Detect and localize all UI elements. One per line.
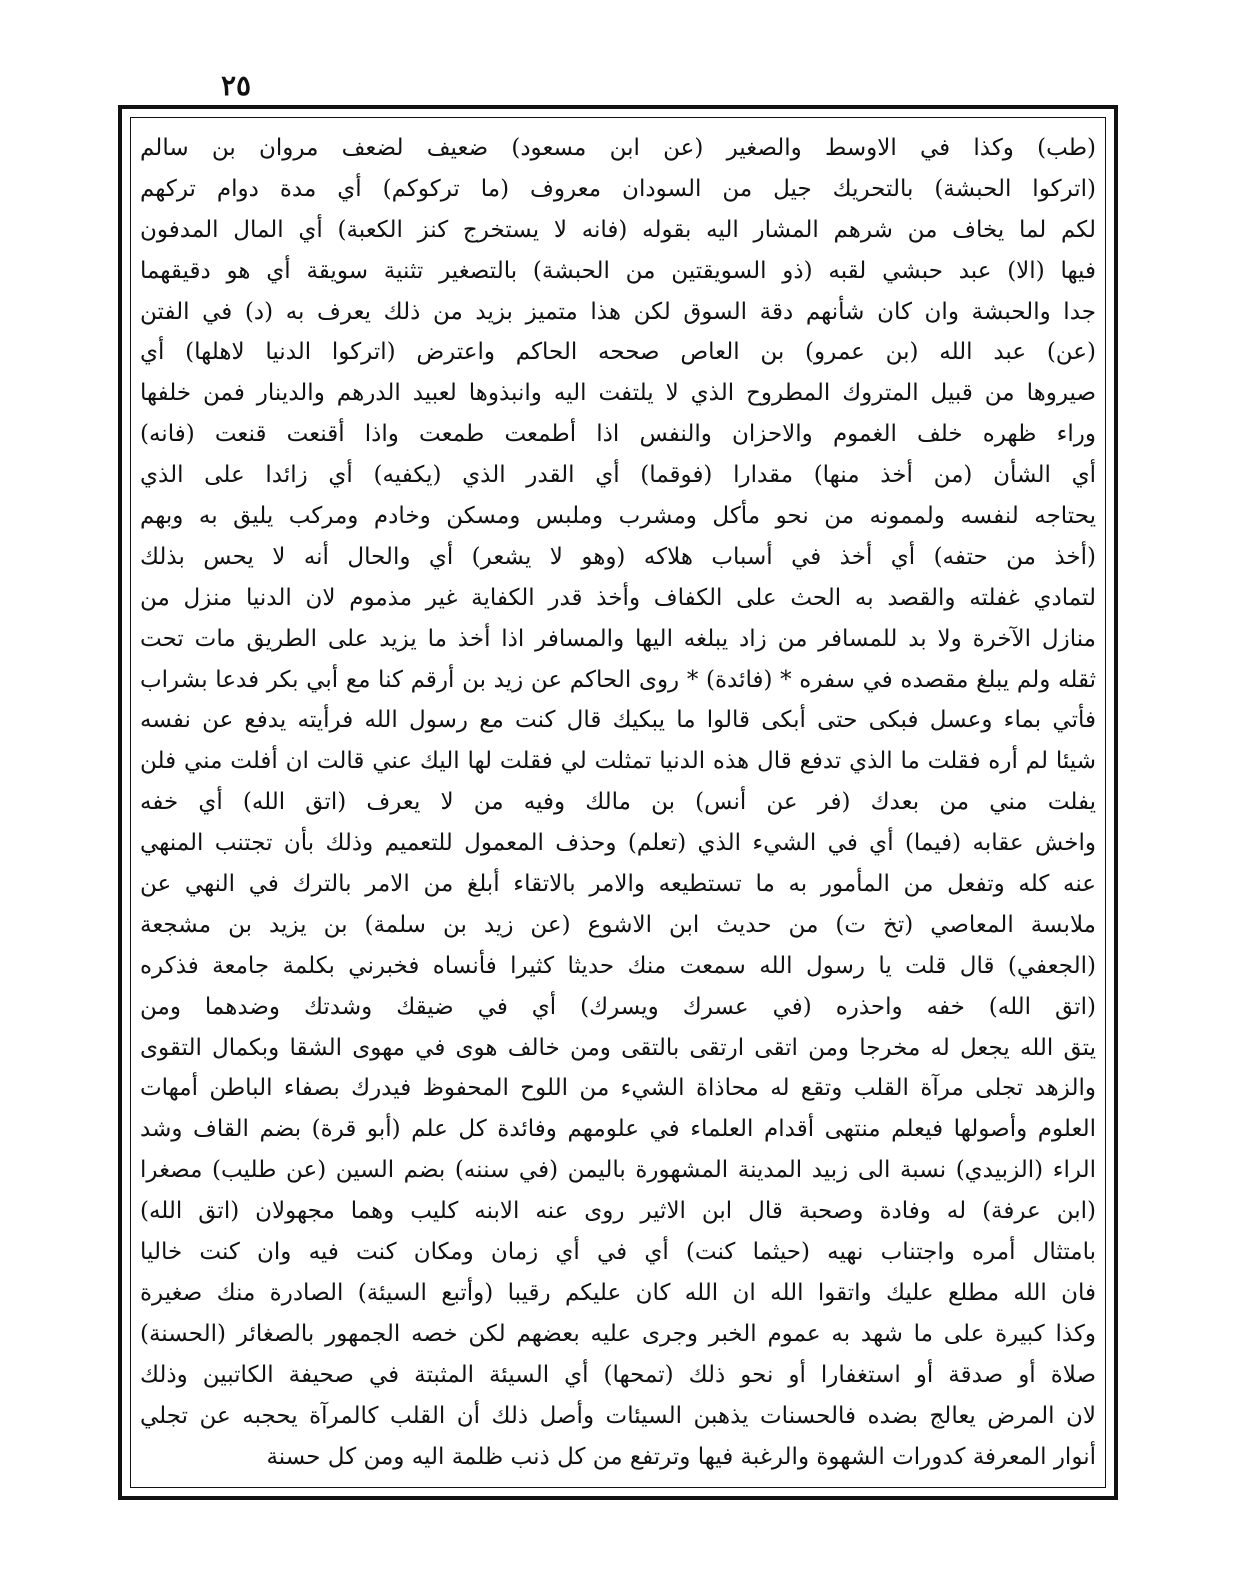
text-line: يتق الله يجعل له مخرجا ومن اتقى ارتقى بالتقى ومن خالف هوى في مهوى الشقا وبكمال التقوى — [140, 1034, 1096, 1061]
text-line: لكم لما يخاف من شرهم المشار اليه بقوله (فانه لا يستخرج كنز الكعبة) أي المال المدفون — [140, 216, 1096, 243]
text-line: واخش عقابه (فيما) أي في الشيء الذي (تعلم) وحذف المعمول للتعميم وذلك بأن تجتنب المنهي — [140, 830, 1096, 857]
text-line: صيروها من قبيل المتروك المطروح الذي لا يلتفت اليه وانبذوها لعبيد الدرهم والدينار فمن خلفها — [140, 380, 1096, 407]
text-line: وراء ظهره خلف الغموم والاحزان والنفس اذا أطمعت طمعت واذا أقنعت قنعت (فانه) — [140, 421, 1096, 448]
text-line: ثقله ولم يبلغ مقصده في سفره * (فائدة) * روى الحاكم عن زيد بن أرقم كنا مع أبي بكر فدعا بشراب — [140, 666, 1096, 693]
text-line: عنه كله وتفعل من المأمور به ما تستطيعه والامر بالاتقاء أبلغ من الامر بالترك في النهي عن — [140, 871, 1096, 898]
text-line: والزهد تجلى مرآة القلب وتقع له محاذاة الشيء من اللوح المحفوظ فيدرك بصفاء الباطن أمهات — [140, 1075, 1096, 1102]
text-line: يفلت مني من بعدك (فر عن أنس) بن مالك وفيه من لا يعرف (اتق الله) أي خفه — [140, 789, 1096, 816]
text-line: فيها (الا) عبد حبشي لقبه (ذو السويقتين من الحبشة) بالتصغير تثنية سويقة أي هو دقيقهما — [140, 257, 1096, 284]
text-line: لتمادي غفلته والقصد به الحث على الكفاف وأخذ قدر الكفاية غير مذموم لان الدنيا منزل من — [140, 584, 1096, 611]
text-line: العلوم وأصولها فيعلم منتهى أقدام العلماء في علومهم وفائدة كل علم (أبو قرة) بضم القاف وشد — [140, 1116, 1096, 1143]
text-line: (عن) عبد الله (بن عمرو) بن العاص صححه الحاكم واعترض (اتركوا الدنيا لاهلها) أي — [140, 339, 1096, 366]
text-line: صلاة أو صدقة أو استغفارا أو نحو ذلك (تمحها) أي السيئة المثبتة في صحيفة الكاتبين وذلك — [140, 1361, 1096, 1388]
text-line: أي الشأن (من أخذ منها) مقدارا (فوقما) أي القدر الذي (يكفيه) أي زائدا على الذي — [140, 462, 1096, 489]
text-line: (الجعفي) قال قلت يا رسول الله سمعت منك حديثا كثيرا فأنساه فخبرني بكلمة جامعة فذكره — [140, 952, 1096, 979]
text-line: شيئا لم أره فقلت ما الذي تدفع قال هذه الدنيا تمثلت لي فقلت لها اليك عني قالت ان أفلت مني فلن — [140, 748, 1096, 775]
text-line: يحتاجه لنفسه ولممونه من نحو مأكل ومشرب وملبس ومسكن وخادم ومركب يليق به وبهم — [140, 503, 1096, 530]
text-line: أنوار المعرفة كدورات الشهوة والرغبة فيها وترتفع من كل ذنب ظلمة اليه ومن كل حسنة — [266, 1443, 1096, 1470]
text-line: فان الله مطلع عليك واتقوا الله ان الله كان عليكم رقيبا (وأتبع السيئة) الصادرة منك صغيرة — [140, 1279, 1096, 1306]
text-line: ملابسة المعاصي (تخ ت) من حديث ابن الاشوع (عن زيد بن سلمة) بن يزيد بن مشجعة — [140, 911, 1096, 938]
text-line: (أخذ من حتفه) أي أخذ في أسباب هلاكه (وهو لا يشعر) أي والحال أنه لا يحس بذلك — [140, 543, 1096, 570]
page-number: ٢٥ — [220, 69, 252, 102]
text-line: جدا والحبشة وان كان شأنهم دقة السوق لكن هذا متميز بزيد من ذلك يعرف به (د) في الفتن — [140, 298, 1096, 325]
text-line: (ابن عرفة) له وفادة وصحبة قال ابن الاثير روى عنه الابنه كليب وهما مجهولان (اتق الله) — [140, 1198, 1096, 1225]
text-line: وكذا كبيرة على ما شهد به عموم الخبر وجرى عليه بعضهم لكن خصه الجمهور بالصغائر (الحسنة) — [140, 1320, 1096, 1347]
main-text-block — [140, 128, 1096, 1478]
text-line: (طب) وكذا في الاوسط والصغير (عن ابن مسعود) ضعيف لضعف مروان بن سالم — [140, 135, 1096, 161]
text-line: الراء (الزبيدي) نسبة الى زبيد المدينة المشهورة باليمن (في سننه) بضم السين (عن طليب) مصغرا — [140, 1157, 1096, 1184]
text-line: (اتركوا الحبشة) بالتحريك جيل من السودان معروف (ما تركوكم) أي مدة دوام تركهم — [140, 175, 1096, 202]
text-line: فأتي بماء وعسل فبكى حتى أبكى قالوا ما يبكيك قال كنت مع رسول الله فرأيته يدفع عن نفسه — [140, 707, 1096, 734]
text-line: منازل الآخرة ولا بد للمسافر من زاد يبلغه اليها والمسافر اذا أخذ ما يزيد على الطريق مات تحت — [140, 625, 1096, 652]
text-line: بامتثال أمره واجتناب نهيه (حيثما كنت) أي في أي زمان ومكان كنت فيه وان كنت خاليا — [140, 1239, 1096, 1266]
text-line: (اتق الله) خفه واحذره (في عسرك ويسرك) أي في ضيقك وشدتك وضدهما ومن — [140, 993, 1096, 1020]
text-line: لان المرض يعالج بضده فالحسنات يذهبن السيئات وأصل ذلك أن القلب كالمرآة يحجبه عن تجلي — [140, 1402, 1096, 1429]
